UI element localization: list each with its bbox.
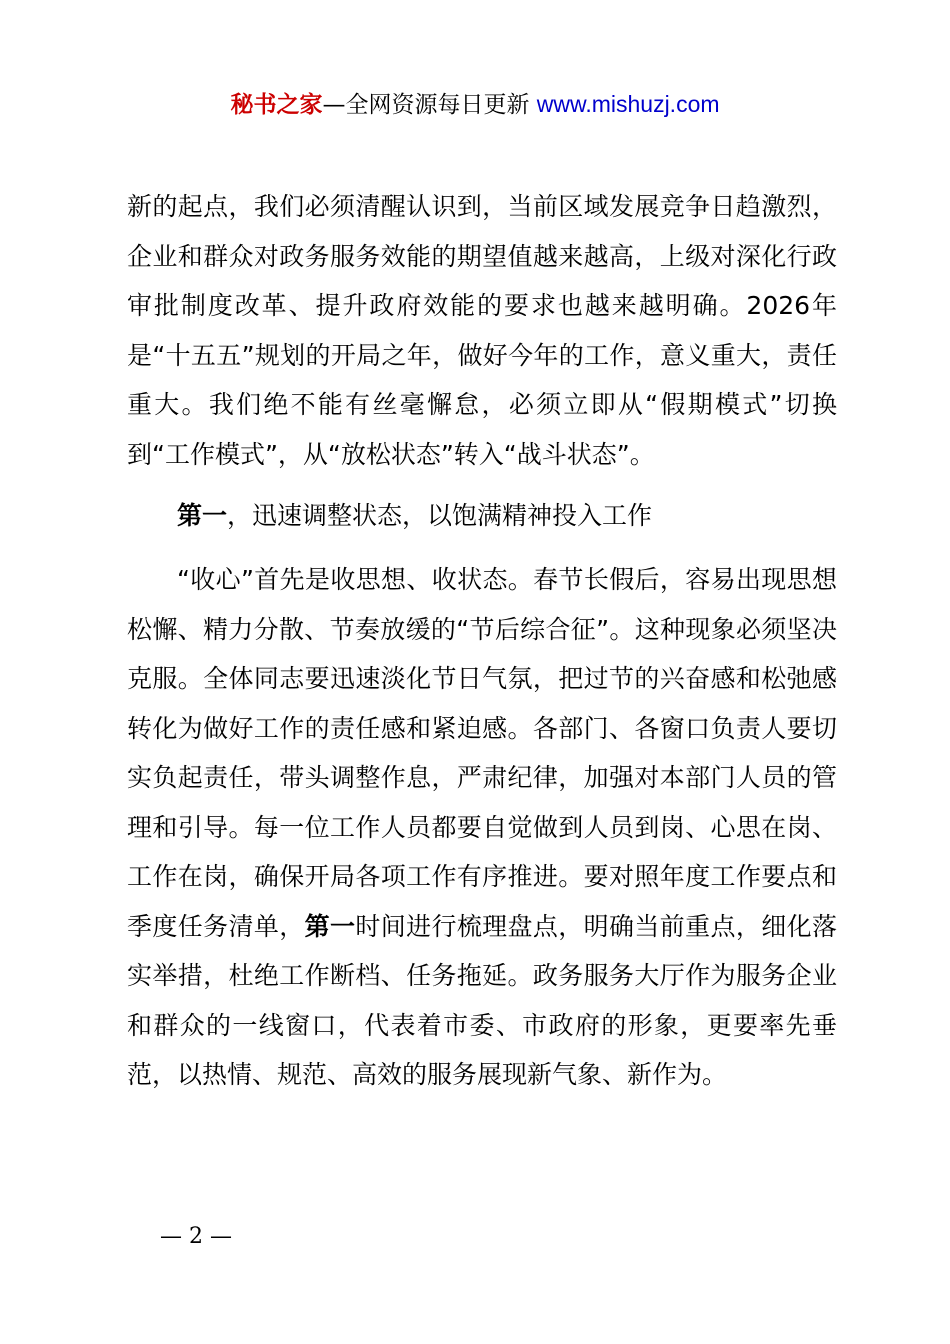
document-body-main xyxy=(127,555,837,1100)
site-tagline: —全网资源每日更新 xyxy=(322,92,537,118)
section-heading-line xyxy=(127,491,837,541)
document-body-intro xyxy=(127,182,837,479)
main-paragraph-part2: 时间进行梳理盘点，明确当前重点，细化落实举措，杜绝工作断档、任务拖延。政务服务大厅作为服务企业和群众的一线窗口，代表着市委、市政府的形象，更要率先垂范，以热情、规范、高效的服务展现新气象、新作为。 xyxy=(127,911,837,1089)
section-heading xyxy=(127,491,837,541)
page-number: — 2 — xyxy=(160,1224,232,1249)
site-header xyxy=(0,88,950,121)
main-paragraph-bold: 第一 xyxy=(304,911,356,941)
section-heading-text: ，迅速调整状态，以饱满精神投入工作 xyxy=(227,501,653,530)
intro-paragraph: 新的起点，我们必须清醒认识到，当前区域发展竞争日趋激烈，企业和群众对政务服务效能的期望值越来越高，上级对深化行政审批制度改革、提升政府效能的要求也越来越明确。2026年是“十五五”规划的开局之年，做好今年的工作，意义重大，责任重大。我们绝不能有丝毫懈怠，必须立即从“假期模式”切换到“工作模式”，从“放松状态”转入“战斗状态”。 xyxy=(127,192,837,469)
site-url-link[interactable]: www.mishuzj.com xyxy=(536,91,720,117)
section-heading-number: 第一 xyxy=(177,501,228,530)
brand-name: 秘书之家 xyxy=(230,92,323,118)
main-paragraph xyxy=(127,555,837,1100)
main-paragraph-part1: “收心”首先是收思想、收状态。春节长假后，容易出现思想松懈、精力分散、节奏放缓的“节后综合征”。这种现象必须坚决克服。全体同志要迅速淡化节日气氛，把过节的兴奋感和松弛感转化为做好工作的责任感和紧迫感。各部门、各窗口负责人要切实负起责任，带头调整作息，严肃纪律，加强对本部门人员的管理和引导。每一位工作人员都要自觉做到人员到岗、心思在岗、工作在岗，确保开局各项工作有序推进。要对照年度工作要点和季度任务清单， xyxy=(127,565,837,941)
